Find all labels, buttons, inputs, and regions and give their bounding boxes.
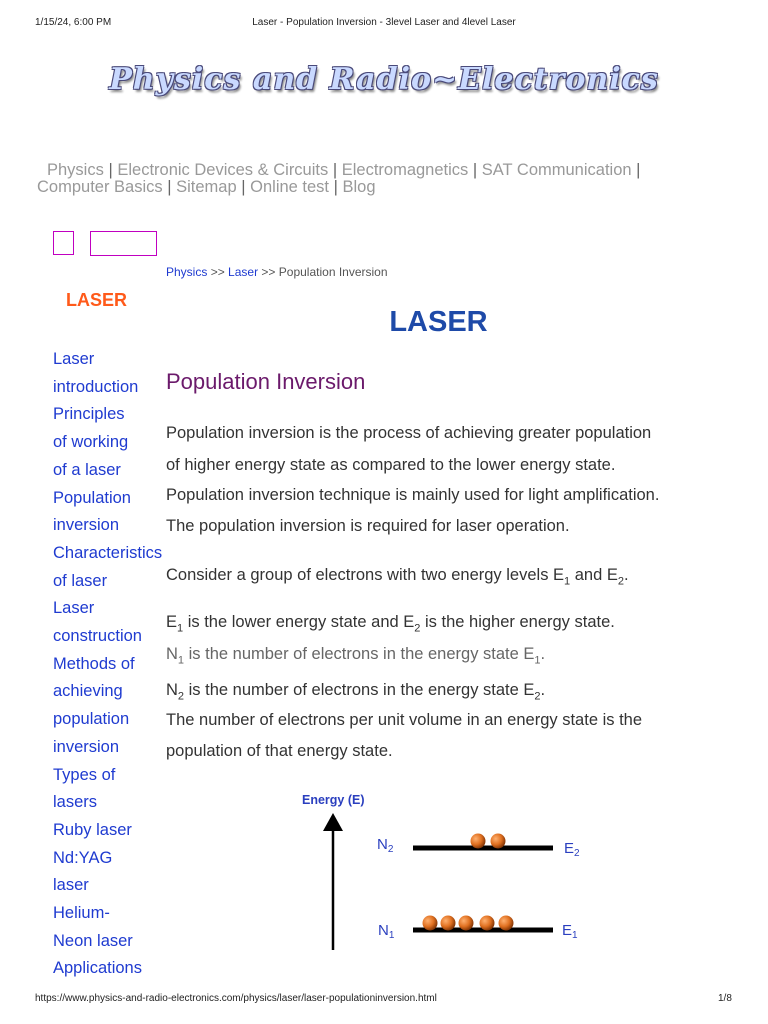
sidebar-link-line[interactable]: Laser bbox=[53, 599, 95, 618]
sidebar-link-line[interactable]: Types of bbox=[53, 765, 116, 784]
page-title: LASER bbox=[389, 306, 488, 338]
sidebar-link-line[interactable]: Methods of bbox=[53, 654, 135, 673]
text-run: is the number of electrons in the energy state E bbox=[184, 681, 535, 699]
nav-online-test[interactable]: Online test bbox=[250, 178, 330, 196]
electron-icon bbox=[459, 916, 474, 931]
sidebar-link-line[interactable]: Neon laser bbox=[53, 931, 133, 950]
breadcrumb-current: Population Inversion bbox=[278, 265, 388, 279]
label-main: E bbox=[562, 922, 573, 939]
text-run: is the higher energy state. bbox=[420, 613, 615, 631]
breadcrumb-physics[interactable]: Physics bbox=[166, 265, 208, 279]
nav-sat-communication[interactable]: SAT Communication bbox=[481, 161, 632, 179]
paragraph-line: The number of electrons per unit volume in an energy state is the bbox=[166, 711, 643, 729]
sidebar-heading: LASER bbox=[66, 290, 128, 310]
sidebar-link-line[interactable]: Population bbox=[53, 488, 131, 507]
subscript: 1 bbox=[564, 575, 571, 588]
nav-separator: | bbox=[332, 161, 338, 179]
placeholder-box-small[interactable] bbox=[53, 231, 74, 255]
n1-line bbox=[166, 645, 545, 666]
electron-icon bbox=[480, 916, 495, 931]
sidebar-link-line[interactable]: Nd:YAG bbox=[53, 848, 113, 867]
paragraph-line: Population inversion technique is mainly used for light amplification. bbox=[166, 486, 660, 504]
arrow-up-icon bbox=[323, 813, 343, 831]
print-doc-title: Laser - Population Inversion - 3level Laser and 4level Laser bbox=[252, 17, 516, 28]
label-sub: 2 bbox=[387, 844, 394, 855]
print-url: https://www.physics-and-radio-electronics.com/physics/laser/laser-populationinversion.html bbox=[35, 993, 437, 1004]
subscript: 1 bbox=[534, 654, 541, 667]
breadcrumb-sep: >> bbox=[261, 265, 276, 279]
sidebar-item-applications[interactable] bbox=[53, 955, 173, 983]
print-page-number: 1/8 bbox=[718, 993, 732, 1004]
sidebar-link-line[interactable]: inversion bbox=[53, 516, 120, 535]
sidebar-item-ruby-laser[interactable] bbox=[53, 817, 173, 845]
subscript: 2 bbox=[177, 690, 185, 703]
sidebar-link-line[interactable]: laser bbox=[53, 876, 89, 895]
subscript: 2 bbox=[534, 690, 541, 703]
label-main: N bbox=[378, 922, 389, 939]
text-run: is the number of electrons in the energy state E bbox=[184, 645, 535, 663]
subscript: 2 bbox=[414, 622, 421, 635]
sidebar-item-characteristics[interactable] bbox=[53, 540, 173, 595]
label-sub: 1 bbox=[388, 930, 395, 941]
sidebar-item-types[interactable] bbox=[53, 762, 173, 817]
text-run: . bbox=[540, 645, 546, 663]
nav-computer-basics[interactable]: Computer Basics bbox=[37, 178, 163, 196]
sidebar-link-line[interactable]: inversion bbox=[53, 737, 120, 756]
nav-electronic-devices[interactable]: Electronic Devices & Circuits bbox=[117, 161, 329, 179]
electron-icon bbox=[491, 834, 506, 849]
label-main: E bbox=[564, 840, 575, 857]
breadcrumb-laser[interactable]: Laser bbox=[228, 265, 259, 279]
upper-level-left-label bbox=[377, 836, 394, 855]
electron-icon bbox=[499, 916, 514, 931]
text-run: . bbox=[624, 566, 629, 584]
electron-icon bbox=[423, 916, 438, 931]
site-logo-title[interactable]: Physics and Radio~Electronics bbox=[109, 62, 659, 97]
n2-line bbox=[166, 681, 545, 702]
energy-levels-line bbox=[166, 613, 615, 634]
text-run: is the lower energy state and E bbox=[183, 613, 415, 631]
nav-separator: | bbox=[241, 178, 246, 196]
sidebar-links bbox=[53, 346, 173, 983]
nav-sitemap[interactable]: Sitemap bbox=[176, 178, 237, 196]
sidebar-link-line[interactable]: of laser bbox=[53, 571, 108, 590]
text-run: Consider a group of electrons with two energy levels E bbox=[166, 566, 565, 584]
top-nav bbox=[37, 162, 737, 196]
subscript: 1 bbox=[177, 622, 184, 635]
paragraph-line: population of that energy state. bbox=[166, 742, 393, 760]
sidebar-item-helium-neon[interactable] bbox=[53, 900, 173, 955]
consider-line bbox=[166, 566, 629, 587]
paragraph-line: of higher energy state as compared to the lower energy state. bbox=[166, 456, 616, 474]
nav-separator: | bbox=[636, 161, 641, 179]
sidebar-link-line[interactable]: achieving bbox=[53, 682, 123, 701]
axis-label: Energy (E) bbox=[302, 793, 365, 807]
text-run: N bbox=[166, 681, 178, 699]
sidebar-link-line[interactable]: Ruby laser bbox=[53, 820, 132, 839]
subscript: 2 bbox=[617, 575, 625, 588]
sidebar-link-line[interactable]: population bbox=[53, 710, 130, 729]
sidebar-link-line[interactable]: lasers bbox=[53, 793, 98, 812]
subscript: 1 bbox=[177, 654, 185, 667]
text-run: . bbox=[540, 681, 546, 699]
electron-icon bbox=[471, 834, 486, 849]
sidebar-item-principles[interactable] bbox=[53, 401, 173, 484]
nav-separator: | bbox=[108, 161, 113, 179]
energy-level-diagram bbox=[290, 785, 610, 960]
sidebar-link-line[interactable]: of working bbox=[53, 433, 129, 452]
sidebar-link-line[interactable]: Principles bbox=[53, 405, 125, 424]
paragraph-line: The population inversion is required for laser operation. bbox=[166, 517, 570, 535]
sidebar-link-line[interactable]: Applications bbox=[53, 959, 142, 978]
nav-physics[interactable]: Physics bbox=[47, 161, 104, 179]
lower-level-right-label bbox=[562, 922, 578, 941]
sidebar-link-line[interactable]: introduction bbox=[53, 377, 139, 396]
nav-separator: | bbox=[333, 178, 338, 196]
placeholder-box-wide[interactable] bbox=[90, 231, 157, 256]
sidebar-link-line[interactable]: Helium- bbox=[53, 904, 110, 923]
text-run: N bbox=[166, 645, 178, 663]
sidebar-item-methods[interactable] bbox=[53, 651, 173, 762]
label-sub: 2 bbox=[574, 848, 580, 859]
breadcrumb-sep: >> bbox=[210, 265, 225, 279]
sidebar-item-ndyag[interactable] bbox=[53, 845, 173, 900]
sidebar-item-construction[interactable] bbox=[53, 595, 173, 650]
breadcrumb bbox=[166, 265, 388, 279]
nav-separator: | bbox=[472, 161, 478, 179]
sidebar-item-laser-introduction[interactable] bbox=[53, 346, 173, 401]
lower-level-left-label bbox=[378, 922, 395, 941]
nav-blog[interactable]: Blog bbox=[342, 178, 376, 196]
text-run: and E bbox=[570, 566, 618, 584]
label-sub: 1 bbox=[572, 930, 578, 941]
sidebar-link-line[interactable]: construction bbox=[53, 627, 142, 646]
sidebar-link-line[interactable]: Characteristics bbox=[53, 543, 163, 562]
electron-icon bbox=[441, 916, 456, 931]
label-main: N bbox=[377, 836, 388, 853]
section-title: Population Inversion bbox=[166, 369, 366, 394]
upper-level-right-label bbox=[564, 840, 580, 859]
sidebar-item-population-inversion[interactable] bbox=[53, 485, 173, 540]
nav-electromagnetics[interactable]: Electromagnetics bbox=[341, 161, 469, 179]
sidebar-link-line[interactable]: Laser bbox=[53, 350, 95, 368]
paragraph-line: Population inversion is the process of achieving greater population bbox=[166, 424, 652, 442]
text-run: E bbox=[166, 613, 178, 631]
print-datetime: 1/15/24, 6:00 PM bbox=[35, 17, 112, 28]
nav-separator: | bbox=[167, 178, 172, 196]
sidebar-link-line[interactable]: of a laser bbox=[53, 460, 121, 479]
